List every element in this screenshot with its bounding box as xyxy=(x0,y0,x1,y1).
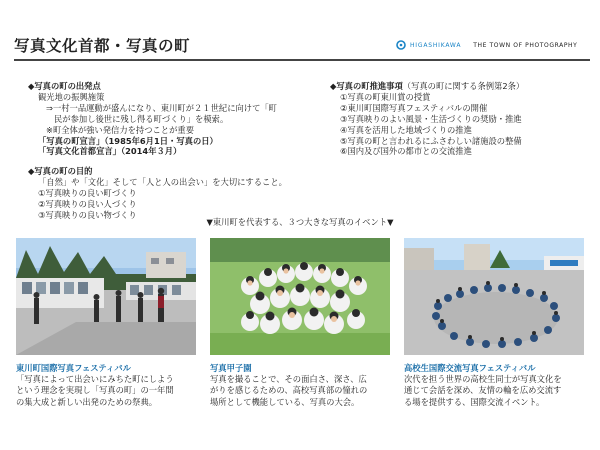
event-desc-line: 場所として機能している、写真の大会。 xyxy=(210,396,360,407)
event-desc-line: がりを感じるための、高校写真部の憧れの xyxy=(210,385,368,396)
list-item: ①写真映りの良い町づくり xyxy=(38,188,137,199)
brand-logo xyxy=(396,40,577,50)
section-heading-promotion: ◆写真の町推進事項 xyxy=(330,81,403,91)
text-line: 観光地の振興施策 xyxy=(38,91,105,102)
right-column xyxy=(330,81,592,157)
event-title: 写真甲子園 xyxy=(210,363,252,373)
text-line: ※町全体が強い発信力を持つことが重要 xyxy=(46,124,195,135)
events-banner: ▼東川町を代表する、３つ大きな写真のイベント▼ xyxy=(206,217,394,227)
event-desc-line: 通じて会話を深め、友情の輪を広め交流す xyxy=(404,385,562,396)
event-desc-line: という理念を実現し「写真の町」の一年間 xyxy=(16,385,174,396)
event-desc-line: 次代を担う世界の高校生同士が写真文化を xyxy=(404,374,562,385)
list-item: ③写真映りのよい風景・生活づくりの奨励・推進 xyxy=(340,113,522,124)
list-item: ④写真を活用した地域づくりの推進 xyxy=(340,124,472,135)
photo-international-festival xyxy=(16,238,196,355)
brand-tagline: THE TOWN OF PHOTOGRAPHY xyxy=(473,41,578,49)
text-line: 民が参加し後世に残し得る町づくり」を模索。 xyxy=(54,113,229,124)
event-desc-line: 「写真によって出会いにみちた町にしよう xyxy=(16,374,174,385)
section-heading-purpose: ◆写真の町の目的 xyxy=(28,166,93,177)
list-item: ⑥国内及び国外の都市との交流推進 xyxy=(340,146,472,157)
list-item: ⑤写真の町と言われるにふさわしい諸施設の整備 xyxy=(340,135,522,146)
event-title: 高校生国際交流写真フェスティバル xyxy=(404,363,536,373)
page-title: 写真文化首都・写真の町 xyxy=(14,37,191,55)
event-desc-line: の集大成と新しい出発のための祭典。 xyxy=(16,396,158,407)
event-desc-line: る場を提供する、国際交流イベント。 xyxy=(404,396,545,407)
text-line: ⇒一村一品運動が盛んになり、東川町が２１世紀に向けて「町 xyxy=(46,102,277,113)
list-item: ③写真映りの良い物づくり xyxy=(38,209,137,220)
text-line: 「自然」や「文化」そして「人と人の出会い」を大切にすること。 xyxy=(38,177,287,188)
event-caption-1 xyxy=(16,363,202,408)
event-desc-line: 写真を撮ることで、その面白さ、深さ、広 xyxy=(210,374,367,385)
title-divider xyxy=(14,59,590,61)
list-item: ②東川町国際写真フェスティバルの開催 xyxy=(340,102,488,113)
event-title: 東川町国際写真フェスティバル xyxy=(16,363,131,373)
event-caption-2 xyxy=(210,363,396,408)
list-item: ①写真の町東川賞の授賞 xyxy=(340,91,431,102)
section-heading-origin: ◆写真の町の出発点 xyxy=(28,81,101,91)
photo-shashin-koshien xyxy=(210,238,390,355)
photo-highschool-exchange xyxy=(404,238,584,355)
left-column xyxy=(28,81,328,221)
declaration-line: 「写真の町宣言」（1985年6月1日・写真の日） xyxy=(38,135,218,146)
higashikawa-logo-icon xyxy=(396,40,406,50)
brand-name: HIGASHIKAWA xyxy=(410,41,462,49)
declaration-line: 「写真文化首都宣言」（2014年３月） xyxy=(38,146,182,157)
section-heading-note: （写真の町に関する条例第2条） xyxy=(402,81,525,91)
event-caption-3 xyxy=(404,363,590,408)
list-item: ②写真映りの良い人づくり xyxy=(38,199,137,210)
